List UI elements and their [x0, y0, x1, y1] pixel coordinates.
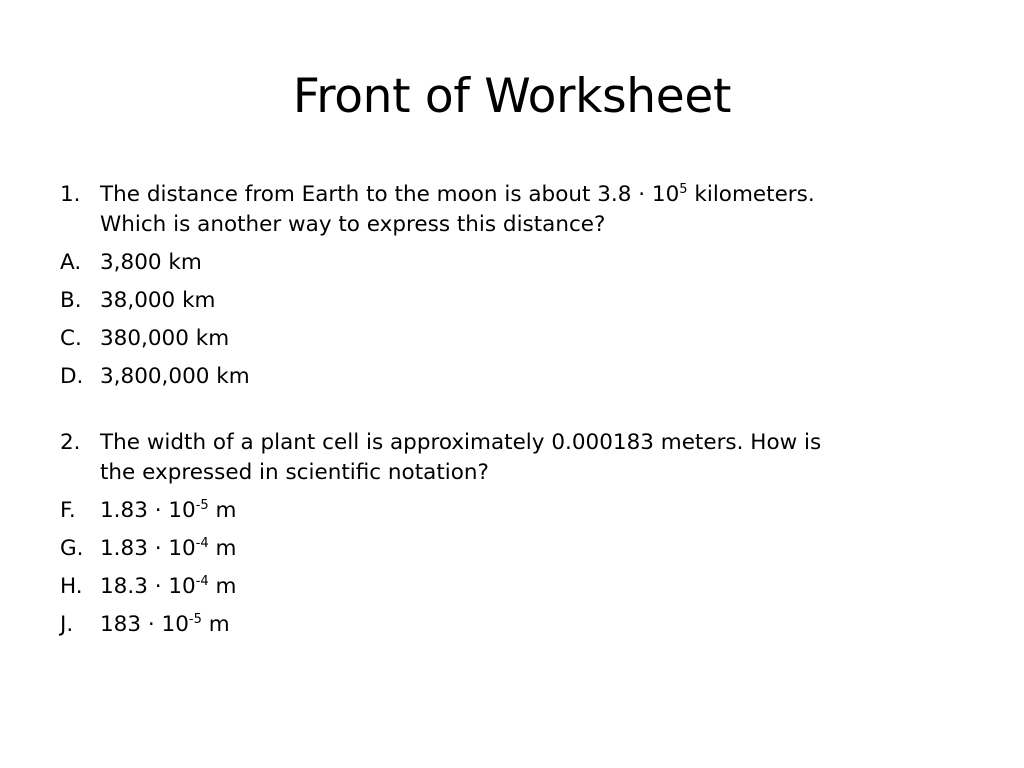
question-1: [60, 180, 960, 240]
choice-letter: A.: [60, 250, 82, 275]
answer-choice: [60, 324, 960, 354]
choice-unit: m: [201, 612, 230, 637]
exponent: -5: [188, 612, 202, 627]
choice-unit: m: [208, 574, 237, 599]
question-2: [60, 428, 960, 488]
choice-unit: m: [208, 536, 237, 561]
answer-choice: [60, 534, 960, 564]
choice-text: 380,000 km: [100, 326, 230, 351]
exponent: -4: [195, 536, 209, 551]
choice-text: 3,800 km: [100, 250, 202, 275]
choice-text: 18.3 · 10: [100, 574, 196, 599]
answer-choice: [60, 248, 960, 278]
choice-text: 183 · 10: [100, 612, 189, 637]
choice-letter: H.: [60, 574, 83, 599]
question-text-line-1: The width of a plant cell is approximately 0.000183 meters. How is: [100, 430, 822, 455]
choice-text: 1.83 · 10: [100, 498, 196, 523]
choice-letter: D.: [60, 364, 84, 389]
choice-letter: C.: [60, 326, 82, 351]
choice-text: 1.83 · 10: [100, 536, 196, 561]
question-number: 2.: [60, 430, 81, 455]
choice-letter: F.: [60, 498, 76, 523]
answer-choice: [60, 496, 960, 526]
choice-text: 38,000 km: [100, 288, 216, 313]
exponent: 5: [679, 182, 688, 197]
spacer: [60, 400, 960, 428]
answer-choice: [60, 286, 960, 316]
answer-choice: [60, 362, 960, 392]
question-text-line-2: Which is another way to express this distance?: [100, 212, 606, 237]
exponent: -5: [195, 498, 209, 513]
page-title: Front of Worksheet: [292, 69, 732, 124]
exponent: -4: [195, 574, 209, 589]
worksheet-body: [60, 180, 960, 648]
choice-text: 3,800,000 km: [100, 364, 250, 389]
answer-choice: [60, 610, 960, 640]
question-text: The distance from Earth to the moon is about 3.8 · 10: [100, 182, 680, 207]
answer-choice: [60, 572, 960, 602]
choice-letter: B.: [60, 288, 82, 313]
choice-letter: G.: [60, 536, 84, 561]
question-text-line-1: [100, 180, 960, 210]
choice-unit: m: [208, 498, 237, 523]
question-text-line-2: the expressed in scientific notation?: [100, 460, 489, 485]
question-text: kilometers.: [687, 182, 815, 207]
question-number: 1.: [60, 182, 81, 207]
choice-letter: J.: [60, 612, 74, 637]
